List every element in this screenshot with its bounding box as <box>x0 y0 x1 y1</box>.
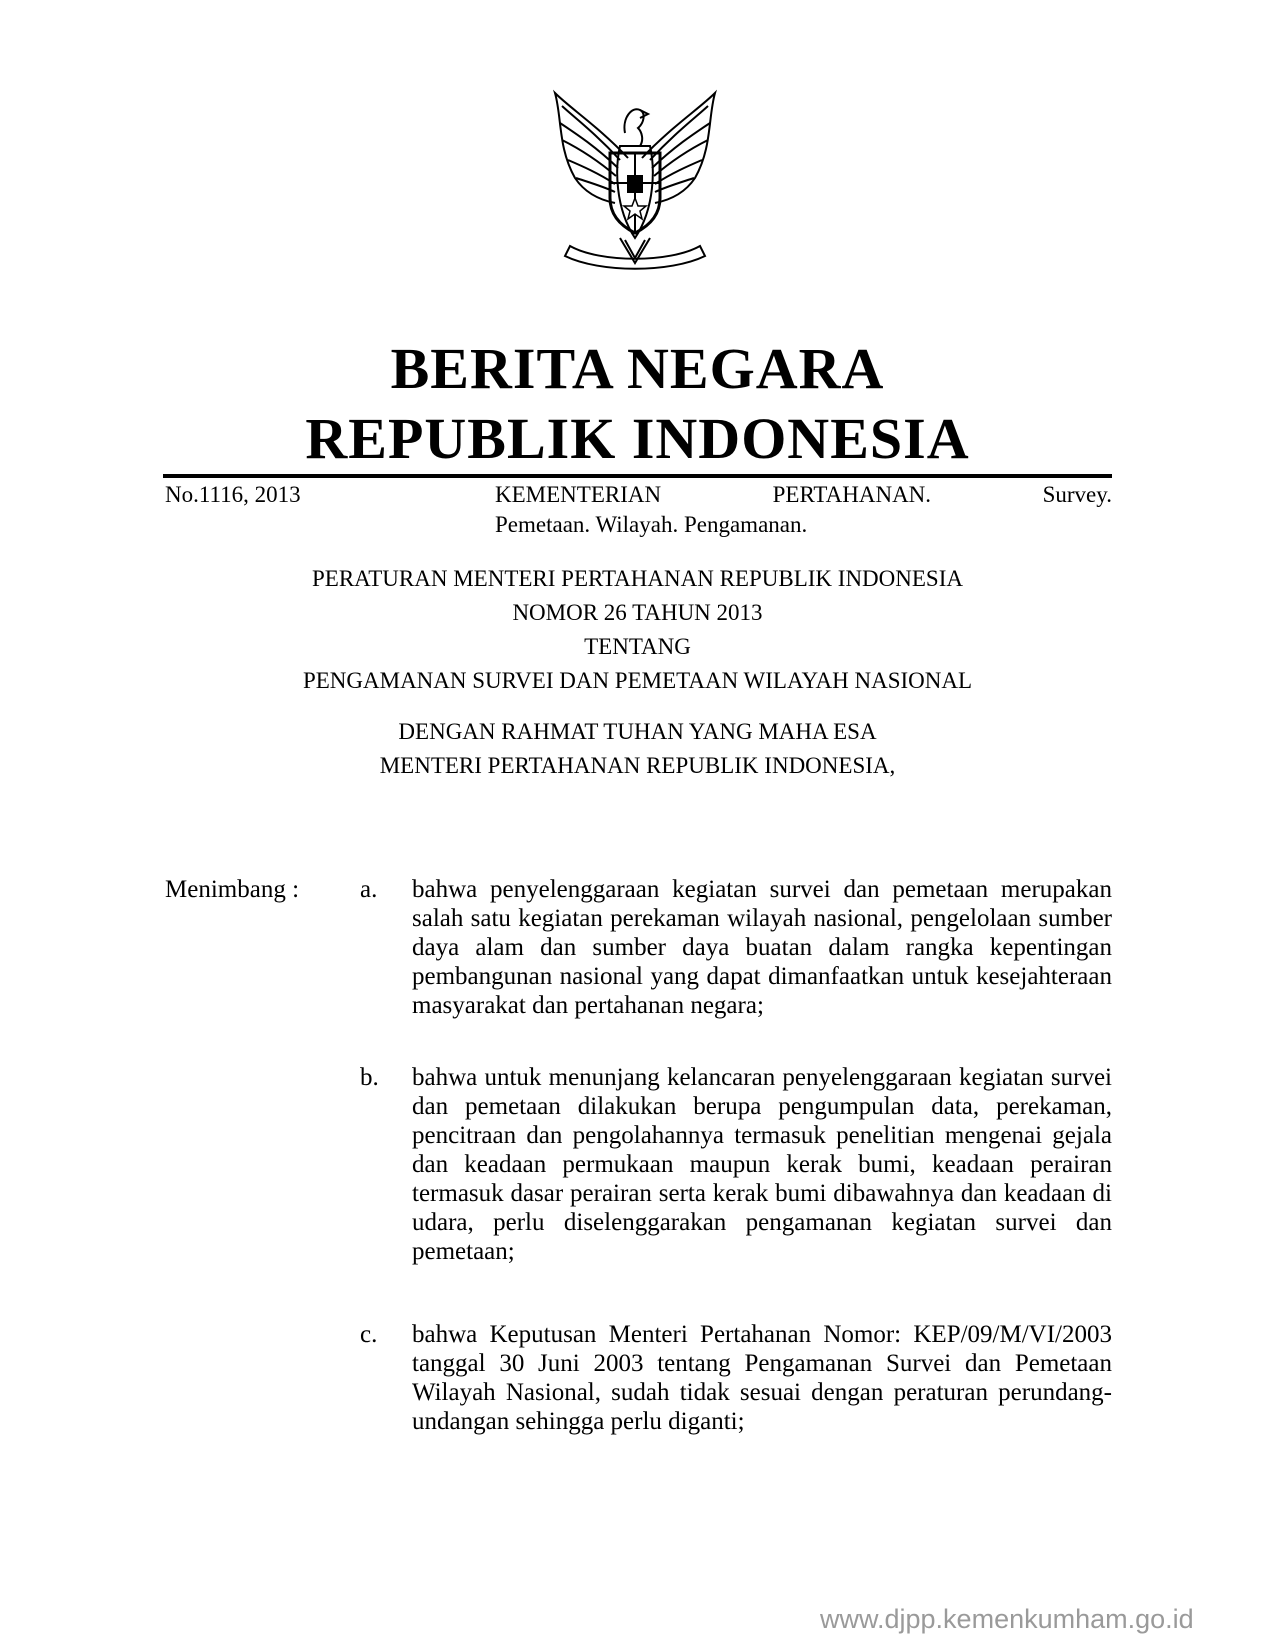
masthead-line1: BERITA NEGARA <box>390 336 885 401</box>
item-letter: b. <box>360 1064 379 1091</box>
regulation-title-line1: PERATURAN MENTERI PERTAHANAN REPUBLIK INDONESIA <box>312 566 963 591</box>
source-watermark: www.djpp.kemenkumham.go.id <box>820 1604 1194 1634</box>
regulation-number: NOMOR 26 TAHUN 2013 <box>512 600 763 625</box>
item-letter: c. <box>360 1321 378 1348</box>
subject-word: PERTAHANAN. <box>772 482 932 507</box>
publication-subject <box>495 480 1112 540</box>
preamble-line1: DENGAN RAHMAT TUHAN YANG MAHA ESA <box>398 719 877 744</box>
publication-number: No.1116, 2013 <box>165 482 301 507</box>
item-text: bahwa untuk menunjang kelancaran penyelenggaraan kegiatan survei dan pemetaan dilakukan berupa pengumpulan data, perekaman, pencitraan dan pengolahannya termasuk penelitian mengenai gejala dan keadaan permukaan maupun kerak bumi, keadaan perairan termasuk dasar perairan serta kerak bumi dibawahnya dan keadaan di udara, perlu diselenggarakan pengamanan kegiatan survei dan pemetaan; <box>412 1064 1112 1265</box>
preamble-line2: MENTERI PERTAHANAN REPUBLIK INDONESIA, <box>379 753 896 778</box>
item-letter: a. <box>360 876 378 903</box>
subject-word: Survey. <box>1042 482 1112 507</box>
item-text: bahwa penyelenggaraan kegiatan survei dan pemetaan merupakan salah satu kegiatan perekaman wilayah nasional, pengelolaan sumber daya alam dan sumber daya buatan dalam rangka kepentingan pembangunan nasional yang dapat dimanfaatkan untuk kesejahteraan masyarakat dan pertahanan negara; <box>412 876 1112 1019</box>
subject-line2: Pemetaan. Wilayah. Pengamanan. <box>495 512 808 537</box>
masthead-line2: REPUBLIK INDONESIA <box>305 406 970 471</box>
masthead-rule <box>163 474 1112 478</box>
regulation-tentang: TENTANG <box>584 634 691 659</box>
considering-label: Menimbang : <box>165 876 300 903</box>
garuda-pancasila-emblem-icon <box>540 88 730 278</box>
subject-word: KEMENTERIAN <box>495 482 662 507</box>
regulation-subject: PENGAMANAN SURVEI DAN PEMETAAN WILAYAH NASIONAL <box>302 668 973 693</box>
item-text: bahwa Keputusan Menteri Pertahanan Nomor: KEP/09/M/VI/2003 tanggal 30 Juni 2003 tentang Pengamanan Survei dan Pemetaan Wilayah Nasional, sudah tidak sesuai dengan peraturan perundang-undangan sehingga perlu diganti; <box>412 1321 1112 1435</box>
